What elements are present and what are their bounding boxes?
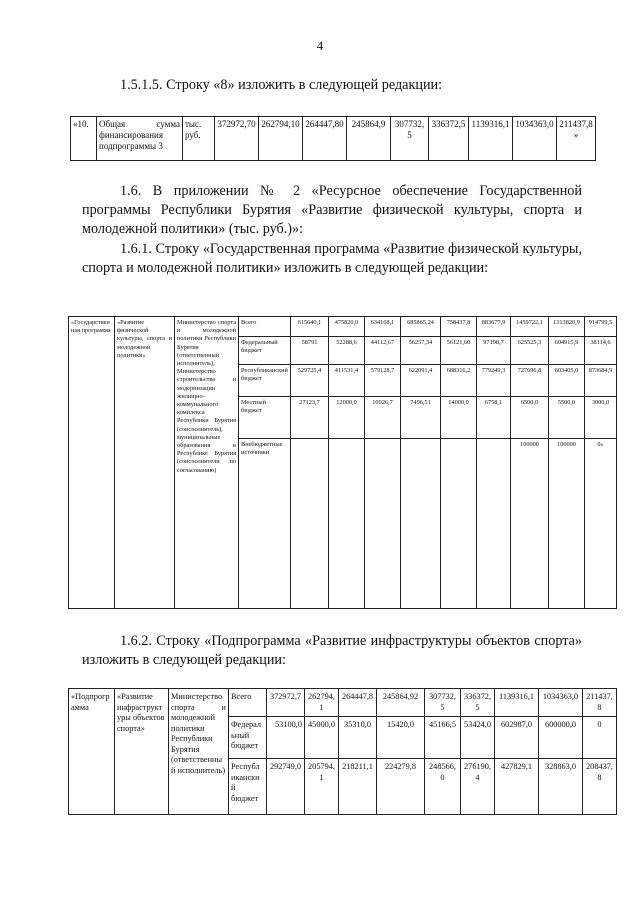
value-cell: 100000 (549, 439, 585, 609)
source-label: Федеральный бюджет (239, 337, 291, 365)
value-cell: 779249,3 (477, 365, 511, 397)
value-cell: 600000,0 (539, 717, 583, 759)
value-cell: 262794,1 (305, 689, 339, 717)
value-cell: 245864,92 (377, 689, 425, 717)
value-cell: 529725,4 (291, 365, 329, 397)
program-name: «Развитие физической культуры, спорта и молодежной политики» (115, 317, 175, 609)
source-label: Республиканский бюджет (229, 759, 267, 815)
value-cell: 873684,9 (585, 365, 617, 397)
row-number: «10. (71, 117, 97, 161)
value-cell: 5500,0 (549, 397, 585, 439)
value-cell: 56257,34 (401, 337, 441, 365)
source-label: Республиканский бюджет (239, 365, 291, 397)
value-cell: 58791 (291, 337, 329, 365)
program-executor: Министерство спорта и молодежной политики Республики Бурятия (ответственный исполнитель), Министерство строительства и модернизации жилищно-коммунального комплекса Республики Бурятия (соисполнитель), муниципальные образования в Республике Бурятия (соисполнители по согласованию) (175, 317, 239, 609)
value-cell: 1459722,1 (511, 317, 549, 337)
value-cell: 44112,67 (365, 337, 401, 365)
value-cell: 53100,0 (267, 717, 305, 759)
value-cell: 372972,70 (215, 117, 259, 161)
value-cell: 727696,8 (511, 365, 549, 397)
value-cell: 603405,0 (549, 365, 585, 397)
source-label: Местный бюджет (239, 397, 291, 439)
value-cell: 307732,5 (391, 117, 429, 161)
value-cell: 14000,0 (441, 397, 477, 439)
source-label: Всего (229, 689, 267, 717)
table-state-program (68, 316, 617, 609)
value-cell: 218211,1 (339, 759, 377, 815)
value-cell: 276190,4 (461, 759, 495, 815)
value-cell: 292749,0 (267, 759, 305, 815)
value-cell: 411531,4 (329, 365, 365, 397)
value-cell (329, 439, 365, 609)
subprogram-executor: Министерство спорта и молодежной политики Республики Бурятия (ответственный исполнитель) (169, 689, 229, 815)
page-number: 4 (316, 38, 324, 53)
value-cell: 38114,6 (585, 337, 617, 365)
value-cell: 262794,10 (259, 117, 303, 161)
value-cell: 625525,3 (511, 337, 549, 365)
value-cell: 35310,0 (339, 717, 377, 759)
value-cell: 328863,0 (539, 759, 583, 815)
value-cell: 1034363,0 (539, 689, 583, 717)
subprogram-status: «Подпрограмма (69, 689, 115, 815)
value-cell: 1313820,9 (549, 317, 585, 337)
value-cell: 622091,4 (401, 365, 441, 397)
table-subprogram-infrastructure (68, 688, 617, 815)
value-cell: 604915,9 (549, 337, 585, 365)
value-cell: 307732,5 (425, 689, 461, 717)
value-cell: 6500,0 (511, 397, 549, 439)
value-cell: 758437,8 (441, 317, 477, 337)
source-label: Федеральный бюджет (229, 717, 267, 759)
section-1-6-2: 1.6.2. Строку «Подпрограмма «Развитие инфраструктуры объектов спорта» изложить в следующей редакции: (82, 633, 582, 668)
value-cell: 883677,9 (477, 317, 511, 337)
value-cell: 27123,7 (291, 397, 329, 439)
value-cell (441, 439, 477, 609)
section-1-5-1-5: 1.5.1.5. Строку «8» изложить в следующей редакции: (120, 77, 443, 93)
value-cell: 336372,5 (461, 689, 495, 717)
value-cell: 12000,0 (329, 397, 365, 439)
value-cell: 1139316,1 (495, 689, 539, 717)
value-cell: 264447,8 (339, 689, 377, 717)
value-cell (401, 439, 441, 609)
value-cell: 602987,0 (495, 717, 539, 759)
subprogram-name: «Развитие инфраструктуры объектов спорта» (115, 689, 169, 815)
table-subprogram-3-total (70, 116, 596, 161)
value-cell: 97198,7 (477, 337, 511, 365)
value-cell: 224279,8 (377, 759, 425, 815)
section-1-6-1: 1.6.1. Строку «Государственная программа «Развитие физической культуры, спорта и молодежной политики» изложить в следующей редакции: (82, 241, 582, 276)
value-cell: 336372,5 (429, 117, 469, 161)
value-cell: 45000,0 (305, 717, 339, 759)
value-cell: 7496,51 (401, 397, 441, 439)
value-cell: 264447,80 (303, 117, 347, 161)
source-label: Всего (239, 317, 291, 337)
value-cell (365, 439, 401, 609)
value-cell: 427829,1 (495, 759, 539, 815)
value-cell: 0 (583, 717, 617, 759)
value-cell: 3000,0 (585, 397, 617, 439)
unit: тыс. руб. (183, 117, 215, 161)
value-cell: 211437,8 (583, 689, 617, 717)
section-1-6: 1.6. В приложении № 2 «Ресурсное обеспечение Государственной программы Республики Бурятия «Развитие физической культуры, спорта и молодежной политики» (тыс. руб.)»: (82, 183, 582, 237)
value-cell: 1139316,1 (469, 117, 513, 161)
value-cell: 211437,8» (557, 117, 596, 161)
value-cell: 0» (585, 439, 617, 609)
value-cell (291, 439, 329, 609)
value-cell: 688316,2 (441, 365, 477, 397)
value-cell: 579128,7 (365, 365, 401, 397)
value-cell: 615640,1 (291, 317, 329, 337)
value-cell: 56121,60 (441, 337, 477, 365)
value-cell: 100000 (511, 439, 549, 609)
value-cell: 6758,1 (477, 397, 511, 439)
value-cell: 205794,1 (305, 759, 339, 815)
value-cell: 245864,9 (347, 117, 391, 161)
value-cell: 1034363,0 (513, 117, 557, 161)
value-cell: 685865,24 (401, 317, 441, 337)
value-cell: 372972,7 (267, 689, 305, 717)
value-cell: 45166,5 (425, 717, 461, 759)
value-cell: 914799,5 (585, 317, 617, 337)
program-status: «Государственная программа (69, 317, 115, 609)
value-cell: 10926,7 (365, 397, 401, 439)
value-cell: 634168,1 (365, 317, 401, 337)
value-cell: 248566,0 (425, 759, 461, 815)
value-cell: 208437,8 (583, 759, 617, 815)
value-cell (477, 439, 511, 609)
row-name: Общая сумма финансирования подпрограммы 3 (97, 117, 183, 161)
value-cell: 52288,6 (329, 337, 365, 365)
source-label: Внебюджетные источники (239, 439, 291, 609)
value-cell: 53424,0 (461, 717, 495, 759)
value-cell: 15420,0 (377, 717, 425, 759)
value-cell: 475820,0 (329, 317, 365, 337)
